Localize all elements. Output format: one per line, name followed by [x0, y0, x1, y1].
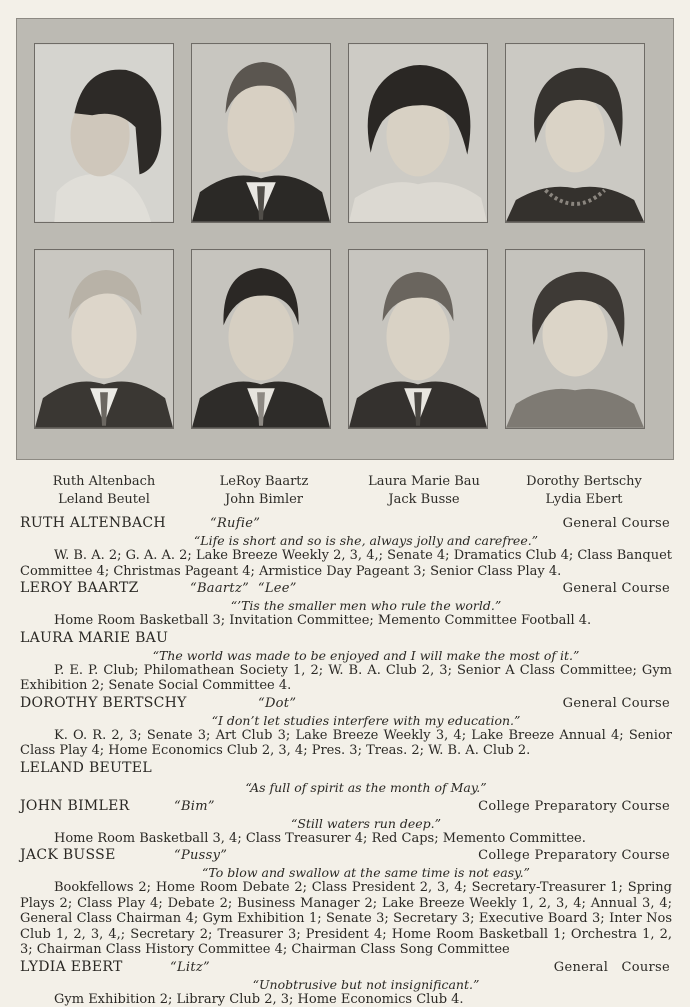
entry-heading	[20, 694, 672, 713]
nickname: “Baartz” “Lee”	[190, 579, 297, 598]
entry-heading	[20, 514, 672, 533]
motto-quote: “To blow and swallow at the same time is not easy.”	[20, 865, 672, 880]
senior-entries	[20, 514, 672, 1007]
activities: P. E. P. Club; Philomathean Society 1, 2; W. B. A. Club 2, 3; Senior A Class Committee; Gym Exhibition 2; Senate Social Committee 4.	[20, 663, 672, 694]
student-name: LYDIA EBERT	[20, 958, 123, 977]
caption-row-1	[0, 472, 690, 492]
entry-heading	[20, 797, 672, 816]
activities: Home Room Basketball 3; Invitation Committee; Memento Committee Football 4.	[20, 613, 672, 629]
entry-dorothy-bertschy	[20, 694, 672, 759]
entry-heading	[20, 759, 672, 778]
entry-ruth-altenbach	[20, 514, 672, 579]
student-name: JOHN BIMLER	[20, 797, 130, 816]
caption-2: LeRoy Baartz	[184, 472, 344, 492]
caption-4: Dorothy Bertschy	[504, 472, 664, 492]
caption-1: Ruth Altenbach	[24, 472, 184, 492]
student-name: LELAND BEUTEL	[20, 759, 152, 778]
nickname: “Bim”	[174, 797, 215, 816]
course: General Course	[554, 958, 670, 977]
activities: Bookfellows 2; Home Room Debate 2; Class President 2, 3, 4; Secretary-Treasurer 1; Spring Plays 2; Class Play 4; Debate 2; Business Manager 2; Lake Breeze Weekly 1, 2, 3, 4; Annual 3, 4; General Class Chairman 4; Gym Exhibition 1; Senate 3; Secretary 3; Executive Board 3; Inter Nos Club 1, 2, 3, 4,; Secretary 2; Treasurer 3; President 4; Home Room Basketball 1; Orchestra 1, 2, 3; Chairman Class History Committee 4; Chairman Class Song Committee	[20, 880, 672, 958]
entry-heading	[20, 846, 672, 865]
portrait-photo-1	[34, 43, 174, 223]
activities: Gym Exhibition 2; Library Club 2, 3; Home Economics Club 4.	[20, 992, 672, 1007]
student-name: JACK BUSSE	[20, 846, 116, 865]
caption-6: John Bimler	[184, 490, 344, 510]
activities: W. B. A. 2; G. A. A. 2; Lake Breeze Weekly 2, 3, 4,; Senate 4; Dramatics Club 4; Class Banquet Committee 4; Christmas Pageant 4; Armistice Day Pageant 3; Senior Class Play 4.	[20, 548, 672, 579]
course: General Course	[563, 514, 670, 533]
entry-leland-beutel	[20, 759, 672, 797]
student-name: LEROY BAARTZ	[20, 579, 139, 598]
course: College Preparatory Course	[478, 846, 670, 865]
student-name: LAURA MARIE BAU	[20, 629, 168, 648]
portrait-photo-8	[505, 249, 645, 429]
caption-row-2	[0, 490, 690, 510]
portrait-photo-4	[505, 43, 645, 223]
student-name: RUTH ALTENBACH	[20, 514, 166, 533]
caption-5: Leland Beutel	[24, 490, 184, 510]
portrait-photo-5	[34, 249, 174, 429]
entry-jack-busse	[20, 846, 672, 958]
portrait-photo-2	[191, 43, 331, 223]
motto-quote: “Still waters run deep.”	[20, 816, 672, 831]
entry-john-bimler	[20, 797, 672, 847]
entry-laura-marie-bau	[20, 629, 672, 694]
entry-lydia-ebert	[20, 958, 672, 1007]
caption-8: Lydia Ebert	[504, 490, 664, 510]
entry-heading	[20, 579, 672, 598]
motto-quote: “I don’t let studies interfere with my education.”	[20, 713, 672, 728]
nickname: “Pussy”	[174, 846, 227, 865]
portrait-photo-3	[348, 43, 488, 223]
portrait-photo-7	[348, 249, 488, 429]
student-name: DOROTHY BERTSCHY	[20, 694, 187, 713]
course: College Preparatory Course	[478, 797, 670, 816]
entry-heading	[20, 958, 672, 977]
caption-3: Laura Marie Bau	[344, 472, 504, 492]
motto-quote: “As full of spirit as the month of May.”	[20, 778, 672, 797]
motto-quote: “Unobtrusive but not insignificant.”	[20, 977, 672, 992]
course: General Course	[563, 579, 670, 598]
course: General Course	[563, 694, 670, 713]
motto-quote: “Life is short and so is she, always jolly and carefree.”	[20, 533, 672, 548]
entry-heading	[20, 629, 672, 648]
nickname: “Litz”	[170, 958, 210, 977]
portrait-panel	[16, 18, 674, 460]
entry-leroy-baartz	[20, 579, 672, 629]
portrait-photo-6	[191, 249, 331, 429]
activities: K. O. R. 2, 3; Senate 3; Art Club 3; Lake Breeze Weekly 3, 4; Lake Breeze Annual 4; Senior Class Play 4; Home Economics Club 2, 3, 4; Pres. 3; Treas. 2; W. B. A. Club 2.	[20, 728, 672, 759]
motto-quote: “The world was made to be enjoyed and I will make the most of it.”	[20, 648, 672, 663]
nickname: “Dot”	[258, 694, 296, 713]
caption-7: Jack Busse	[344, 490, 504, 510]
activities: Home Room Basketball 3, 4; Class Treasurer 4; Red Caps; Memento Committee.	[20, 831, 672, 847]
motto-quote: “’Tis the smaller men who rule the world.”	[20, 598, 672, 613]
nickname: “Rufie”	[210, 514, 260, 533]
